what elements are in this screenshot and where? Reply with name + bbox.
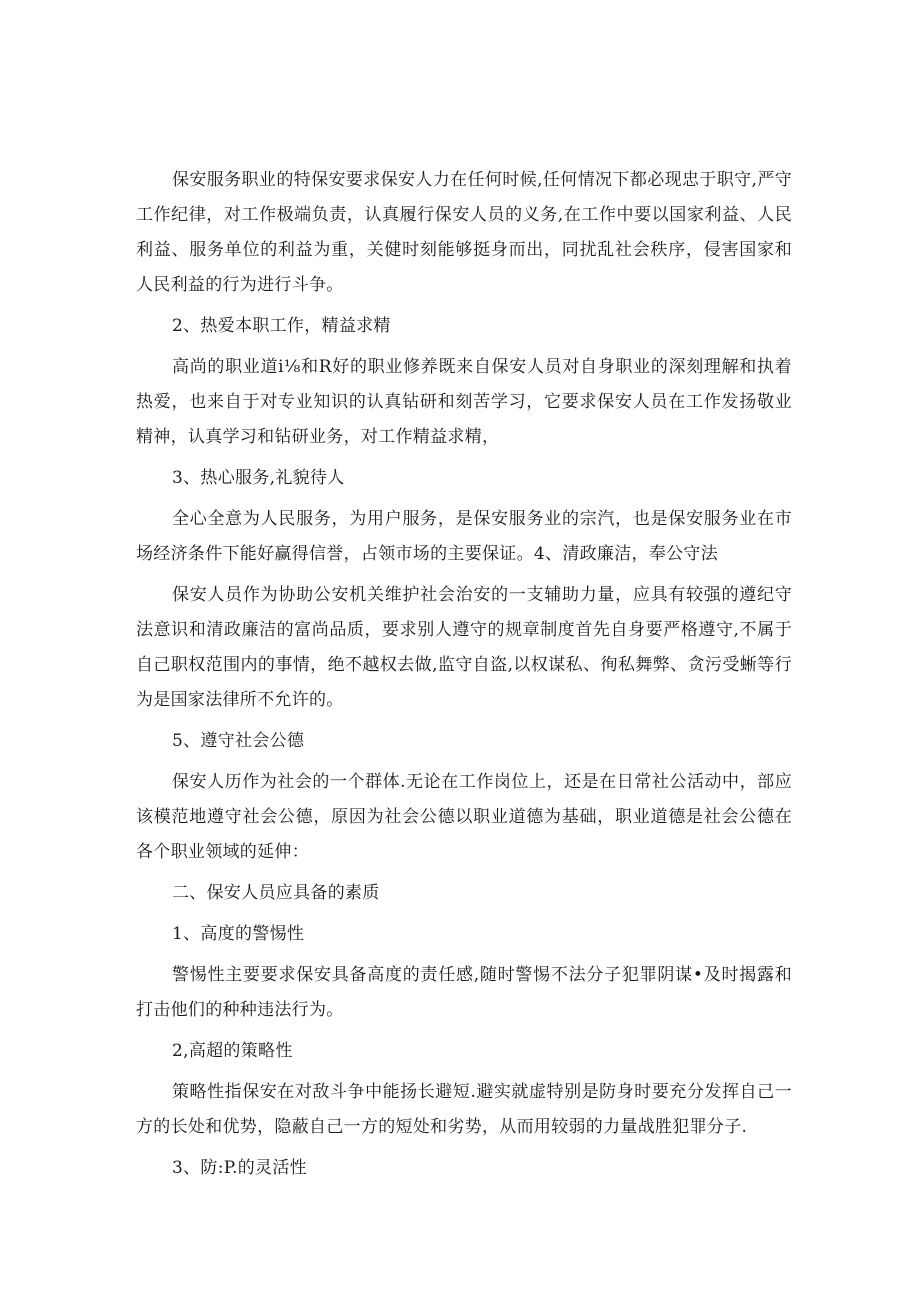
paragraph-law-abiding: 保安人员作为协助公安机关维护社会治安的一支辅助力量，应具有较强的遵纪守法意识和清政廉洁的富尚品质，要求别人遵守的规章制度首先自身要严格遵守,不属于自己职权范围内的事情，绝不越权去做,监守自盗,以权谋私、徇私舞弊、贪污受蜥等行为是国家法律所不允许的。 [136,585,792,710]
heading-love-job: 2、热爱本职工作，精益求精 [172,316,391,336]
heading-vigilance: 1、高度的警惕性 [172,924,305,944]
heading-flexibility: 3、防:P.的灵活性 [172,1158,307,1178]
paragraph-loyalty: 保安服务职业的特保安要求保安人力在任何时候,任何情况下都必现忠于职守,严守工作纪律，对工作极端负责，认真履行保安人员的义务,在工作中要以国家利益、人民利益、服务单位的利益为重，关健时刻能够挺身而出，同扰乱社会秩序，侵害国家和人民利益的行为进行斗争。 [136,170,792,295]
paragraph-strategy: 策略性指保安在对敌斗争中能扬长避短.避实就虚特别是防身时要充分发挥自己一方的长处和优势，隐蔽自己一方的短处和劣势，从而用较弱的力量战胜犯罪分子. [136,1082,792,1137]
section-heading-qualities: 二、保安人员应具备的素质 [172,883,380,903]
paragraph-vigilance: 警惕性主要要求保安具备高度的责任感,随时警惕不法分子犯罪阴谋•及时揭露和打击他们的种种违法行为。 [136,965,792,1020]
heading-strategy: 2,高超的策略性 [172,1041,293,1061]
document-body [136,163,792,1186]
paragraph-social-ethics: 保安人历作为社会的一个群体.无论在工作岗位上，还是在日常社公活动中，部应该模范地遵守社会公德，原因为社会公德以职业道德为基础，职业道德是社会公德在各个职业领域的延伸： [136,772,792,862]
paragraph-love-job: 高尚的职业道i⅛和R好的职业修养既来自保安人员对自身职业的深刻理解和执着热爱，也来自于对专业知识的认真钻研和刻苦学习，它要求保安人员在工作发扬敬业精神，认真学习和钻研业务，对工作精益求精， [136,357,792,447]
paragraph-courteous-service: 全心全意为人民服务，为用户服务，是保安服务业的宗汽，也是保安服务业在市场经济条件下能好赢得信誉，占领市场的主要保证。4、清政廉洁，奉公守法 [136,509,792,564]
heading-courteous-service: 3、热心服务,礼貌待人 [172,468,345,488]
heading-social-ethics: 5、遵守社会公德 [172,731,305,751]
